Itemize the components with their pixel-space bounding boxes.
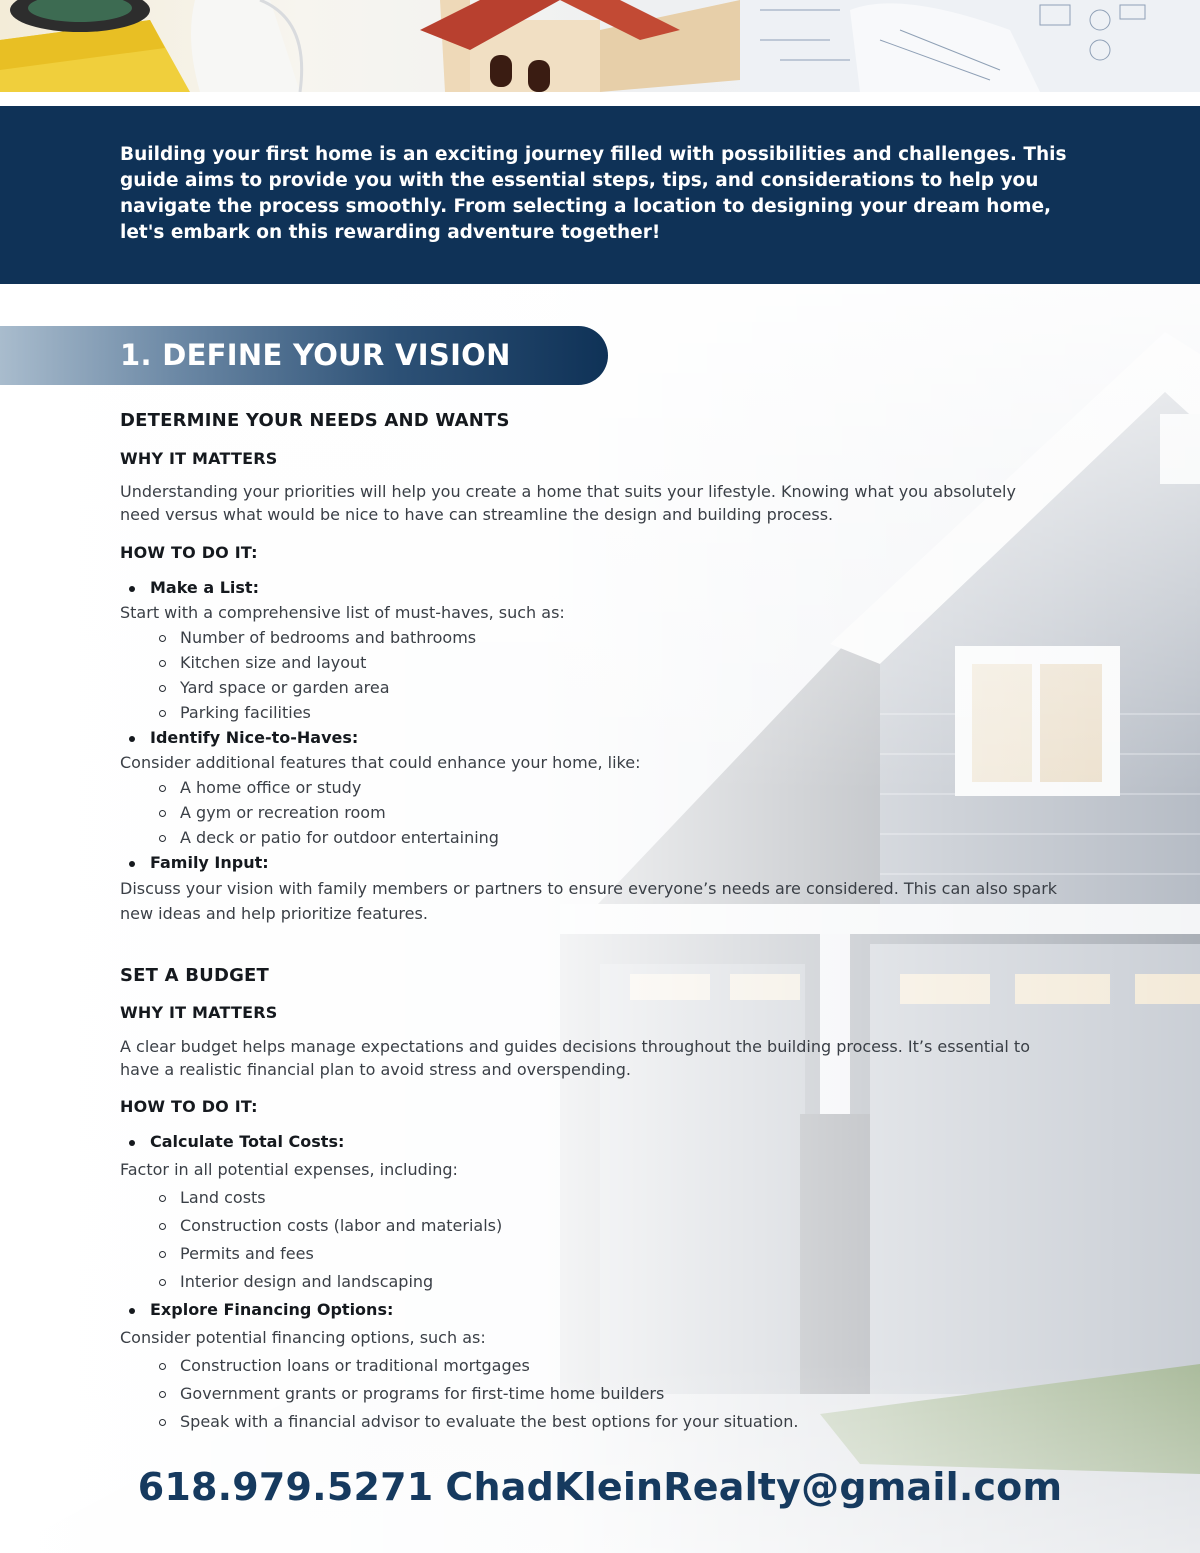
sub-item-text: A home office or study — [180, 778, 362, 797]
sub-item-text: Government grants or programs for first-time home builders — [180, 1384, 665, 1403]
budget-why-text: A clear budget helps manage expectations and guides decisions throughout the building process. It’s essential to have a realistic financial plan to avoid stress and overspending. — [120, 1037, 1030, 1079]
sub-item-text: Construction costs (labor and materials) — [180, 1216, 503, 1235]
sub-item-text: Land costs — [180, 1188, 266, 1207]
sub-item-text: Number of bedrooms and bathrooms — [180, 628, 477, 647]
bullet-title: Make a List: — [150, 578, 259, 597]
budget-heading: SET A BUDGET — [120, 965, 270, 986]
circle-bullet-icon — [159, 1391, 166, 1398]
bullet-title: Identify Nice-to-Haves: — [150, 728, 359, 747]
sub-item-text: Speak with a financial advisor to evaluate the best options for your situation. — [180, 1412, 799, 1431]
needs-why-label: WHY IT MATTERS — [120, 449, 278, 468]
circle-bullet-icon — [159, 660, 166, 667]
bullet-icon — [129, 1308, 135, 1314]
bullet-intro: Consider additional features that could enhance your home, like: — [120, 753, 641, 772]
budget-how-label: HOW TO DO IT: — [120, 1097, 258, 1116]
hero-image — [0, 0, 1200, 92]
intro-band — [0, 106, 1200, 284]
email-address[interactable]: ChadKleinRealty@gmail.com — [445, 1465, 1063, 1509]
sub-item-text: A gym or recreation room — [180, 803, 386, 822]
sub-item-text: Yard space or garden area — [180, 678, 390, 697]
circle-bullet-icon — [159, 1195, 166, 1202]
circle-bullet-icon — [159, 810, 166, 817]
bullet-icon — [129, 1140, 135, 1146]
sub-item-text: Parking facilities — [180, 703, 311, 722]
sub-item-text: A deck or patio for outdoor entertaining — [180, 828, 499, 847]
house-model-blueprints-icon — [0, 0, 1200, 92]
circle-bullet-icon — [159, 710, 166, 717]
intro-text: Building your first home is an exciting journey filled with possibilities and challenges. This guide aims to provide you with the essential steps, tips, and considerations to help you navigate the process smoothly. From selecting a location to designing your dream home, let's embark on this rewarding adventure together! — [120, 144, 1067, 243]
sub-item-text: Interior design and landscaping — [180, 1272, 434, 1291]
bullet-intro: Consider potential financing options, such as: — [120, 1328, 486, 1347]
bullet-title: Explore Financing Options: — [150, 1300, 394, 1319]
circle-bullet-icon — [159, 785, 166, 792]
bullet-intro: Start with a comprehensive list of must-haves, such as: — [120, 603, 565, 622]
section-banner — [0, 326, 608, 385]
section-title: 1. DEFINE YOUR VISION — [120, 338, 511, 372]
bullet-title: Family Input: — [150, 853, 269, 872]
bullet-icon — [129, 736, 135, 742]
circle-bullet-icon — [159, 1363, 166, 1370]
contact-footer — [0, 1465, 1200, 1509]
bullet-icon — [129, 861, 135, 867]
circle-bullet-icon — [159, 685, 166, 692]
circle-bullet-icon — [159, 1279, 166, 1286]
circle-bullet-icon — [159, 835, 166, 842]
phone-number[interactable]: 618.979.5271 — [137, 1465, 434, 1509]
needs-how-label: HOW TO DO IT: — [120, 543, 258, 562]
hero-divider — [0, 92, 1200, 106]
circle-bullet-icon — [159, 1223, 166, 1230]
circle-bullet-icon — [159, 1419, 166, 1426]
bullet-intro: Factor in all potential expenses, including: — [120, 1160, 458, 1179]
sub-item-text: Kitchen size and layout — [180, 653, 367, 672]
bullet-intro: Discuss your vision with family members or partners to ensure everyone’s needs are considered. This can also spark new ideas and help prioritize features. — [120, 879, 1058, 923]
needs-why-text: Understanding your priorities will help you create a home that suits your lifestyle. Knowing what you absolutely need versus what would be nice to have can streamline the design and building process. — [120, 482, 1016, 524]
bullet-icon — [129, 586, 135, 592]
circle-bullet-icon — [159, 1251, 166, 1258]
sub-item-text: Permits and fees — [180, 1244, 314, 1263]
sub-item-text: Construction loans or traditional mortgages — [180, 1356, 530, 1375]
needs-heading: DETERMINE YOUR NEEDS AND WANTS — [120, 410, 510, 431]
circle-bullet-icon — [159, 635, 166, 642]
bullet-title: Calculate Total Costs: — [150, 1132, 345, 1151]
budget-why-label: WHY IT MATTERS — [120, 1003, 278, 1022]
